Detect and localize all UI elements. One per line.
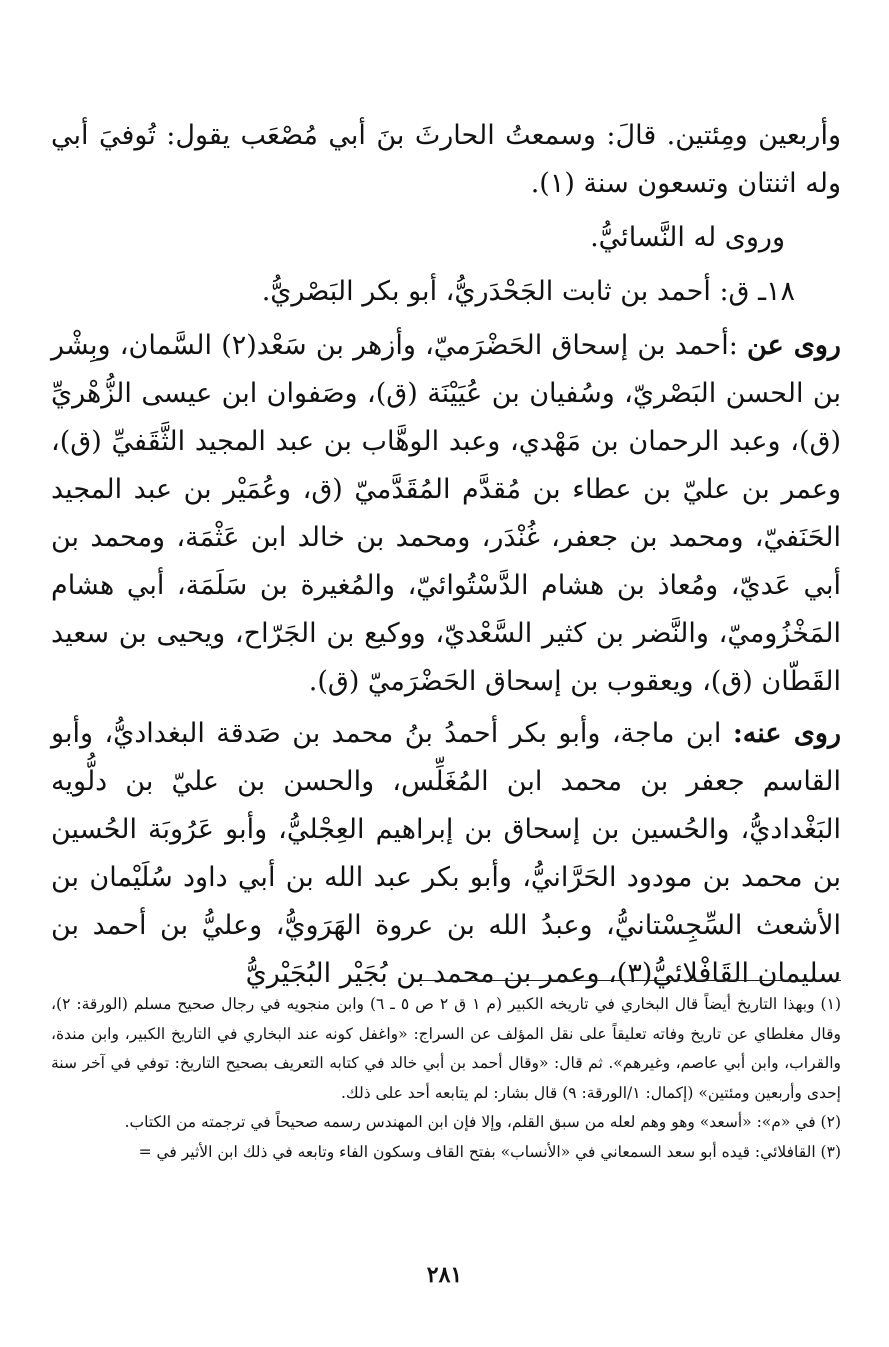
page-number: ٢٨١ [426,1262,463,1288]
paragraph-nasai: وروى له النَّسائيُّ. [590,222,785,253]
narrated-from-heading: روى عن [747,330,841,361]
footnote-separator [421,980,841,981]
paragraph-narrated-by [51,710,841,998]
footnote-1: (١) وبهذا التاريخ أيضاً قال البخاري في تاريخه الكبير (م ١ ق ٢ ص ٥ ـ ٦) وابن منجويه في رجال صحيح مسلم (الورقة: ٢)، وقال مغلطاي عن تاريخ وفاته تعليقاً على نقل المؤلف عن السراج: «واغفل كونه عند البخاري في التاريخ الكبير، وابن مندة، والقراب، وابن أبي عاصم، وغيرهم». ثم قال: «وقال أحمد بن أبي خالد في كتابه التعريف بصحيح التاريخ: توفي في آخر سنة إحدى وأربعين ومئتين» (إكمال: ١/الورقة: ٩) قال بشار: لم يتابعه أحد على ذلك. [51,995,841,1102]
narrated-from-list: :أحمد بن إسحاق الحَضْرَميّ، وأزهر بن سَعْد(٢) السَّمان، وبِشْر بن الحسن البَصْريّ، وسُفيان بن عُيَيْنَة (ق)، وصَفوان ابن عيسى الزُّهْريِّ (ق)، وعبد الرحمان بن مَهْدي، وعبد الوهَّاب بن عبد المجيد الثَّقَفيِّ (ق)، وعمر بن عليّ بن عطاء بن مُقدَّم المُقَدَّميّ (ق، وعُمَيْر بن عبد المجيد الحَنَفيّ، ومحمد بن جعفر، غُنْدَر، ومحمد بن خالد ابن عَثْمَة، ومحمد بن أبي عَديّ، ومُعاذ بن هشام الدَّسْتُوائيّ، والمُغيرة بن سَلَمَة، أبي هشام المَخْزُوميّ، والنَّضر بن كثير السَّعْديّ، ووكيع بن الجَرّاح، ويحيى بن سعيد القَطّان (ق)، ويعقوب بن إسحاق الحَضْرَميّ (ق). [51,330,841,697]
narrated-by-list: ابن ماجة، وأبو بكر أحمدُ بنُ محمد بن صَدقة البغداديُّ، وأبو القاسم جعفر بن محمد ابن المُغَلِّس، والحسن بن عليّ بن دلُّويه البَغْداديُّ، والحُسين بن إسحاق بن إبراهيم العِجْليُّ، وأبو عَرُوبَة الحُسين بن محمد بن مودود الحَرَّانيُّ، وأبو بكر عبد الله بن أبي داود سُلَيْمان بن الأشعث السِّجِسْتانيُّ، وعبدُ الله بن عروة الهَرَويُّ، وعليُّ بن أحمد بن سليمان القَافْلائيُّ(٣)، وعمر بن محمد بن بُجَيْر البُجَيْريُّ [51,718,841,989]
main-text [51,112,841,998]
narrated-by-heading: روى عنه: [732,718,841,749]
paragraph-death-note: وأربعين ومِئتين. قالَ: وسمعتُ الحارثَ بنَ أبي مُصْعَب يقول: تُوفيَ أبي وله اثنتان وتسعون سنة (١). [51,120,841,199]
entry-title: ١٨ـ ق: أحمد بن ثابت الجَحْدَريُّ، أبو بكر البَصْريُّ. [261,276,795,307]
footnote-2: (٢) في «م»: «أسعد» وهو وهم لعله من سبق القلم، وإلا فإن ابن المهندس رسمه صحيحاً في ترجمته من الكتاب. [124,1113,841,1131]
paragraph-narrated-from [51,322,841,706]
footnote-3: (٣) القافلائي: قيده أبو سعد السمعاني في «الأنساب» بفتح القاف وسكون الفاء وتابعه في ذلك ابن الأثير في = [138,1142,841,1161]
footnotes [51,990,841,1167]
